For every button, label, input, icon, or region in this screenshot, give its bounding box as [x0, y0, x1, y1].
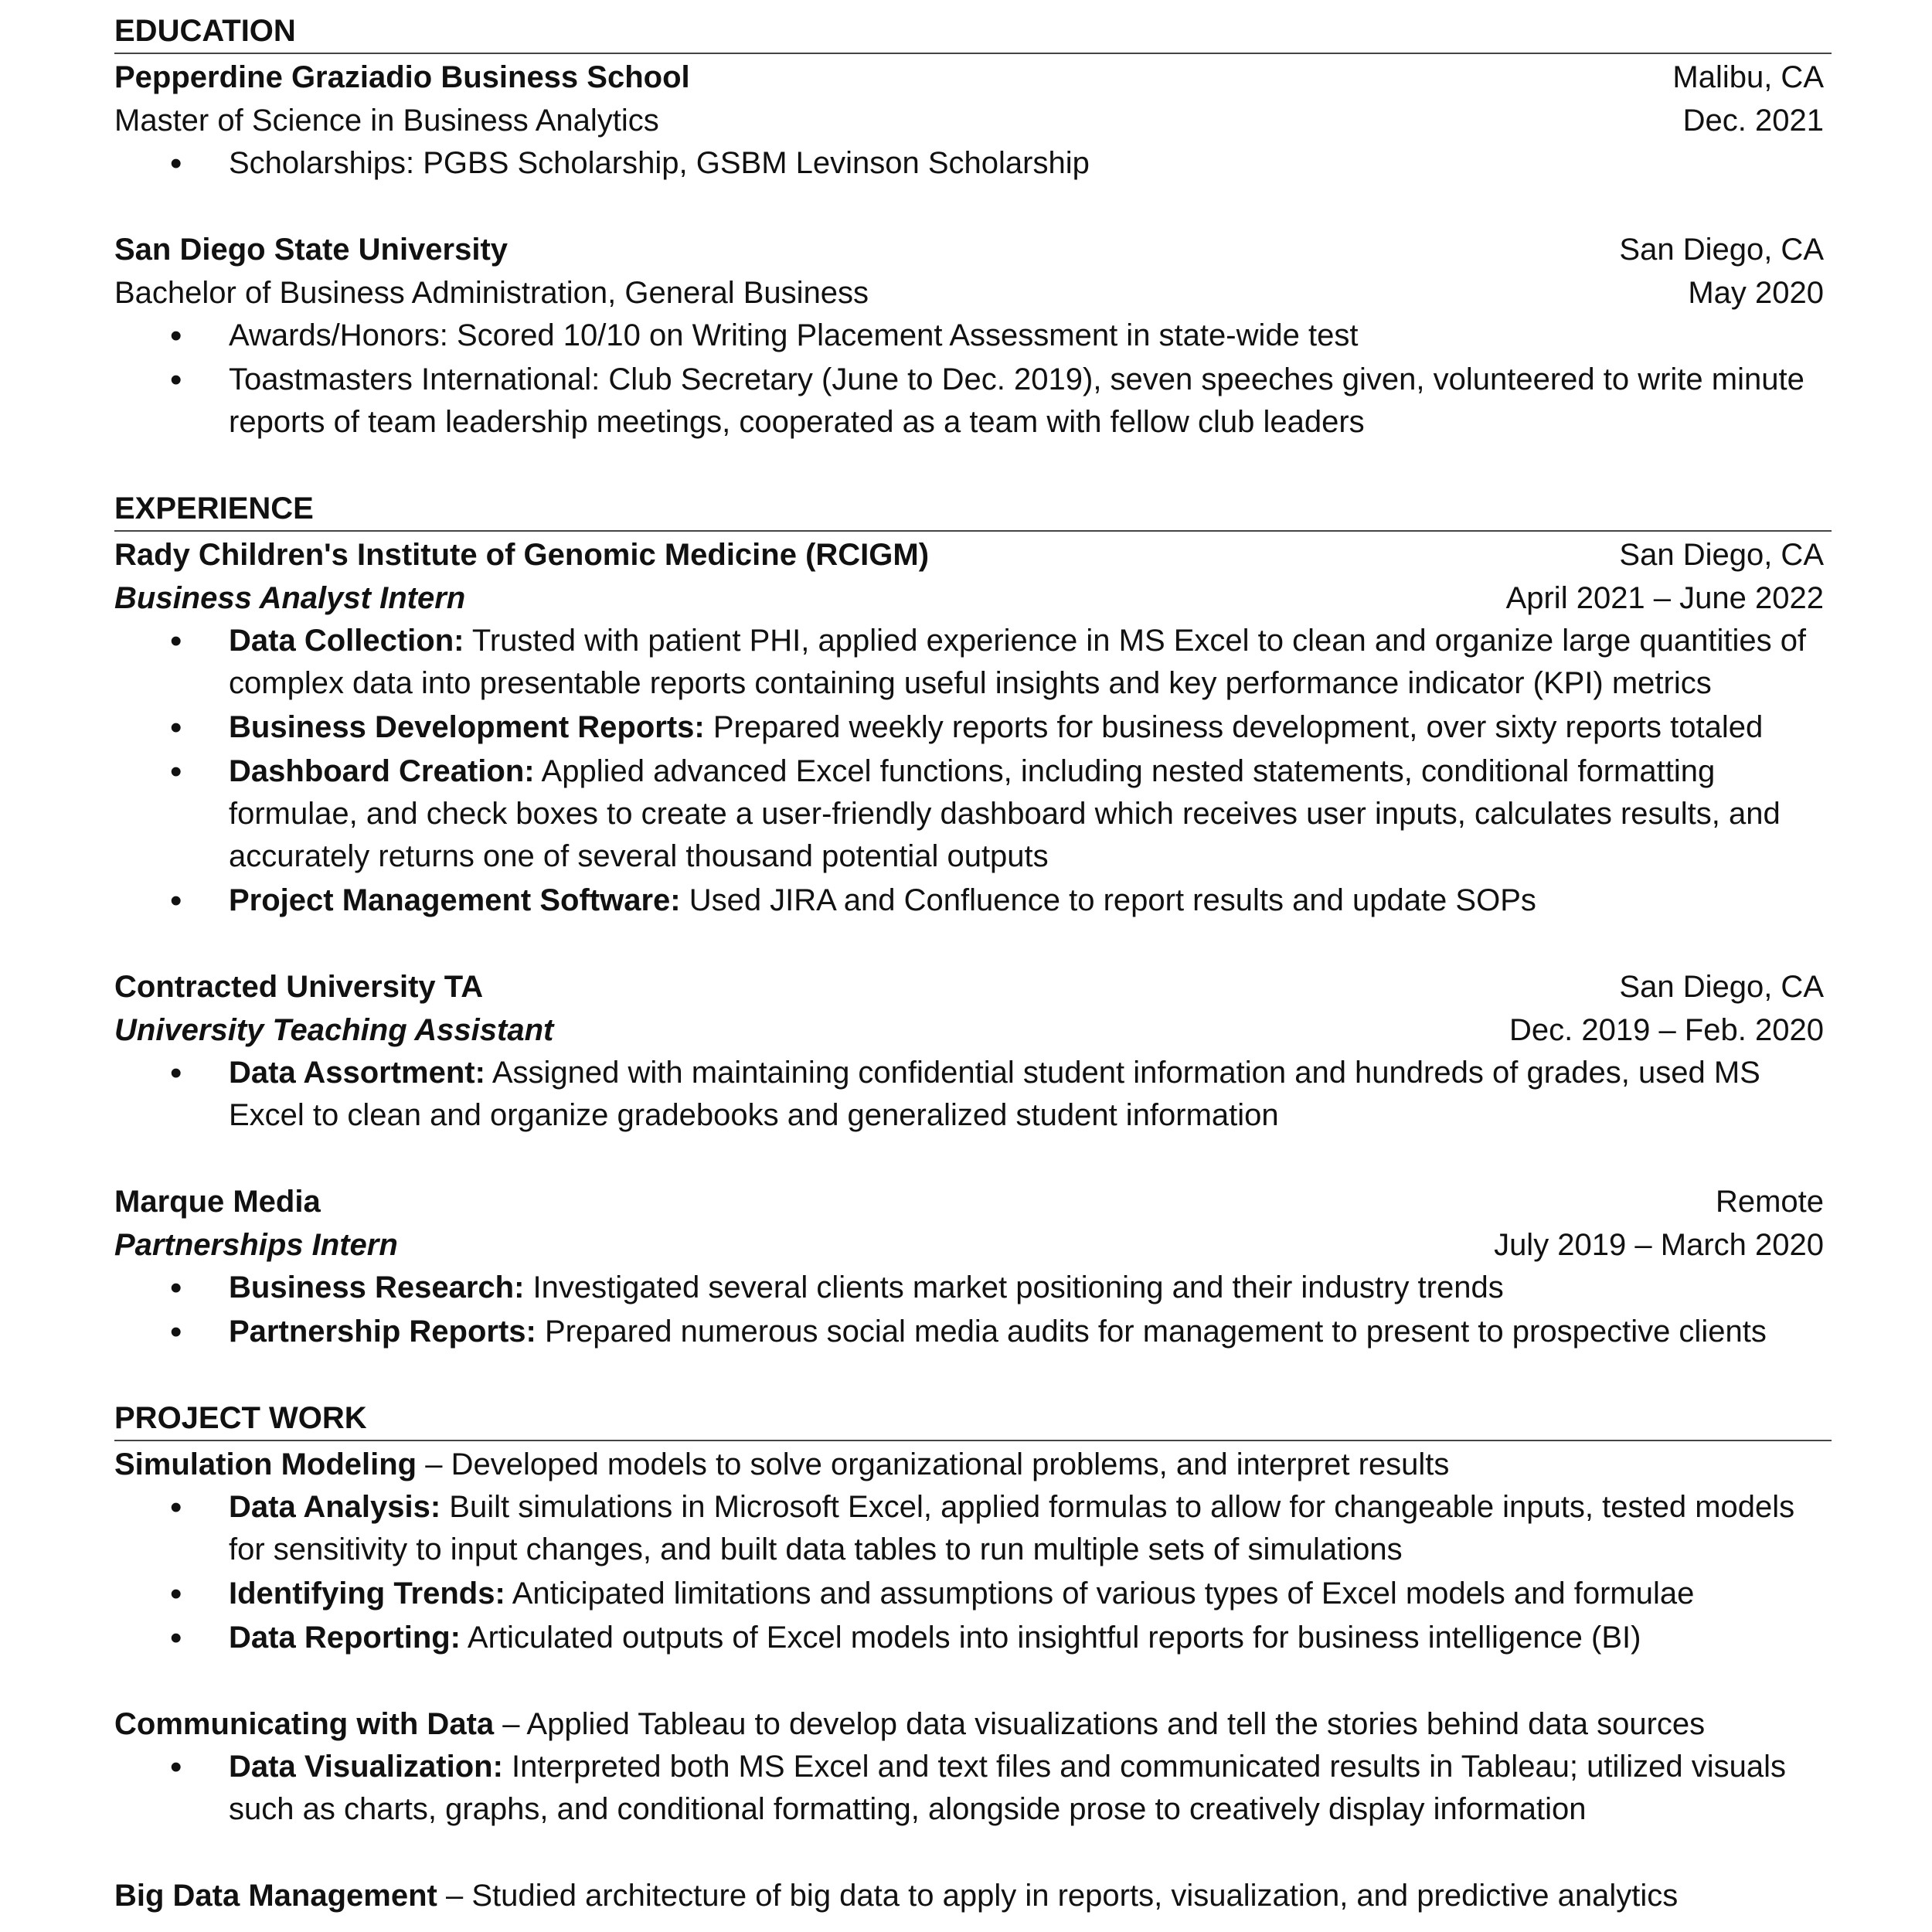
bullet-item — [114, 1267, 1832, 1309]
bullet-item — [114, 1311, 1832, 1353]
employer-name: Rady Children's Institute of Genomic Medicine (RCIGM) — [114, 538, 930, 572]
project-work-section — [114, 1396, 1832, 1917]
bullet-item — [114, 315, 1832, 357]
bullet-item — [114, 1746, 1832, 1831]
job-title: University Teaching Assistant — [114, 1013, 554, 1047]
section-title-education: EDUCATION — [114, 9, 1832, 54]
project-entry — [114, 1702, 1832, 1831]
employer-location: San Diego, CA — [1619, 970, 1824, 1004]
section-title-project-work: PROJECT WORK — [114, 1396, 1832, 1441]
project-description: – Applied Tableau to develop data visualizations and tell the stories behind data sources — [494, 1707, 1706, 1741]
project-description: – Studied architecture of big data to apply in reports, visualization, and predictive analytics — [437, 1879, 1679, 1913]
bullet-text: Awards/Honors: Scored 10/10 on Writing Placement Assessment in state-wide test — [229, 318, 1359, 352]
job-title: Partnerships Intern — [114, 1228, 398, 1262]
bullet-text: Trusted with patient PHI, applied experience in MS Excel to clean and organize large quantities of complex data into presentable reports containing useful insights and key performance indicator (KPI) metrics — [229, 624, 1807, 700]
project-description: – Developed models to solve organizational problems, and interpret results — [417, 1447, 1450, 1481]
bullet-item — [114, 750, 1832, 878]
school-location: Malibu, CA — [1672, 60, 1824, 94]
experience-section — [114, 487, 1832, 1353]
job-title: Business Analyst Intern — [114, 581, 466, 615]
project-name: Big Data Management — [114, 1879, 437, 1913]
degree-date: Dec. 2021 — [1682, 104, 1824, 138]
bullet-label: Partnership Reports: — [229, 1315, 536, 1349]
project-name: Simulation Modeling — [114, 1447, 417, 1481]
experience-entry — [114, 965, 1832, 1137]
bullet-label: Data Reporting: — [229, 1621, 461, 1655]
experience-entry — [114, 1180, 1832, 1353]
school-location: San Diego, CA — [1619, 233, 1824, 267]
education-section — [114, 9, 1832, 444]
bullet-item — [114, 1573, 1832, 1615]
employer-name: Contracted University TA — [114, 970, 484, 1004]
job-dates: July 2019 – March 2020 — [1494, 1228, 1824, 1262]
school-name: Pepperdine Graziadio Business School — [114, 60, 690, 94]
bullet-item — [114, 1617, 1832, 1659]
bullet-text: Anticipated limitations and assumptions of various types of Excel models and formulae — [505, 1577, 1695, 1611]
bullet-item — [114, 1486, 1832, 1571]
bullet-text: Prepared weekly reports for business development, over sixty reports totaled — [704, 710, 1764, 744]
degree: Master of Science in Business Analytics — [114, 104, 659, 138]
bullet-label: Data Collection: — [229, 624, 464, 658]
bullet-item — [114, 142, 1832, 185]
project-name: Communicating with Data — [114, 1707, 495, 1741]
project-entry — [114, 1443, 1832, 1659]
bullet-text: Interpreted both MS Excel and text files and communicated results in Tableau; utilized visuals such as charts, graphs, and conditional formatting, alongside prose to creatively display information — [229, 1750, 1787, 1826]
bullet-text: Assigned with maintaining confidential student information and hundreds of grades, used MS Excel to clean and organize gradebooks and generalized student information — [229, 1056, 1760, 1132]
section-title-experience: EXPERIENCE — [114, 487, 1832, 532]
experience-entry — [114, 533, 1832, 922]
bullet-label: Data Assortment: — [229, 1056, 485, 1090]
bullet-item — [114, 1052, 1832, 1137]
bullet-item — [114, 706, 1832, 749]
bullet-label: Dashboard Creation: — [229, 754, 535, 788]
education-entry — [114, 56, 1832, 185]
bullet-label: Data Visualization: — [229, 1750, 503, 1784]
bullet-text: Scholarships: PGBS Scholarship, GSBM Levinson Scholarship — [229, 146, 1090, 180]
bullet-label: Business Development Reports: — [229, 710, 705, 744]
bullet-item — [114, 879, 1832, 922]
bullet-text: Toastmasters International: Club Secretary (June to Dec. 2019), seven speeches given, volunteered to write minute reports of team leadership meetings, cooperated as a team with fellow club leaders — [229, 362, 1804, 439]
bullet-label: Identifying Trends: — [229, 1577, 505, 1611]
bullet-label: Project Management Software: — [229, 883, 681, 917]
bullet-label: Business Research: — [229, 1270, 525, 1304]
bullet-text: Investigated several clients market positioning and their industry trends — [524, 1270, 1504, 1304]
bullet-label: Data Analysis: — [229, 1490, 441, 1524]
project-entry — [114, 1874, 1832, 1917]
employer-name: Marque Media — [114, 1185, 321, 1219]
degree: Bachelor of Business Administration, General Business — [114, 276, 869, 310]
bullet-text: Used JIRA and Confluence to report results and update SOPs — [680, 883, 1536, 917]
employer-location: San Diego, CA — [1619, 538, 1824, 572]
school-name: San Diego State University — [114, 233, 509, 267]
degree-date: May 2020 — [1688, 276, 1824, 310]
bullet-item — [114, 620, 1832, 705]
job-dates: Dec. 2019 – Feb. 2020 — [1509, 1013, 1824, 1047]
bullet-text: Articulated outputs of Excel models into insightful reports for business intelligence (BI) — [461, 1621, 1641, 1655]
job-dates: April 2021 – June 2022 — [1505, 581, 1824, 615]
education-entry — [114, 228, 1832, 444]
bullet-text: Prepared numerous social media audits for management to present to prospective clients — [536, 1315, 1767, 1349]
bullet-item — [114, 359, 1832, 444]
employer-location: Remote — [1715, 1185, 1824, 1219]
bullet-text: Applied advanced Excel functions, including nested statements, conditional formatting formulae, and check boxes to create a user-friendly dashboard which receives user inputs, calculates results, and accurately returns one of several thousand potential outputs — [229, 754, 1781, 873]
bullet-text: Built simulations in Microsoft Excel, applied formulas to allow for changeable inputs, tested models for sensitivity to input changes, and built data tables to run multiple sets of simulations — [229, 1490, 1795, 1566]
